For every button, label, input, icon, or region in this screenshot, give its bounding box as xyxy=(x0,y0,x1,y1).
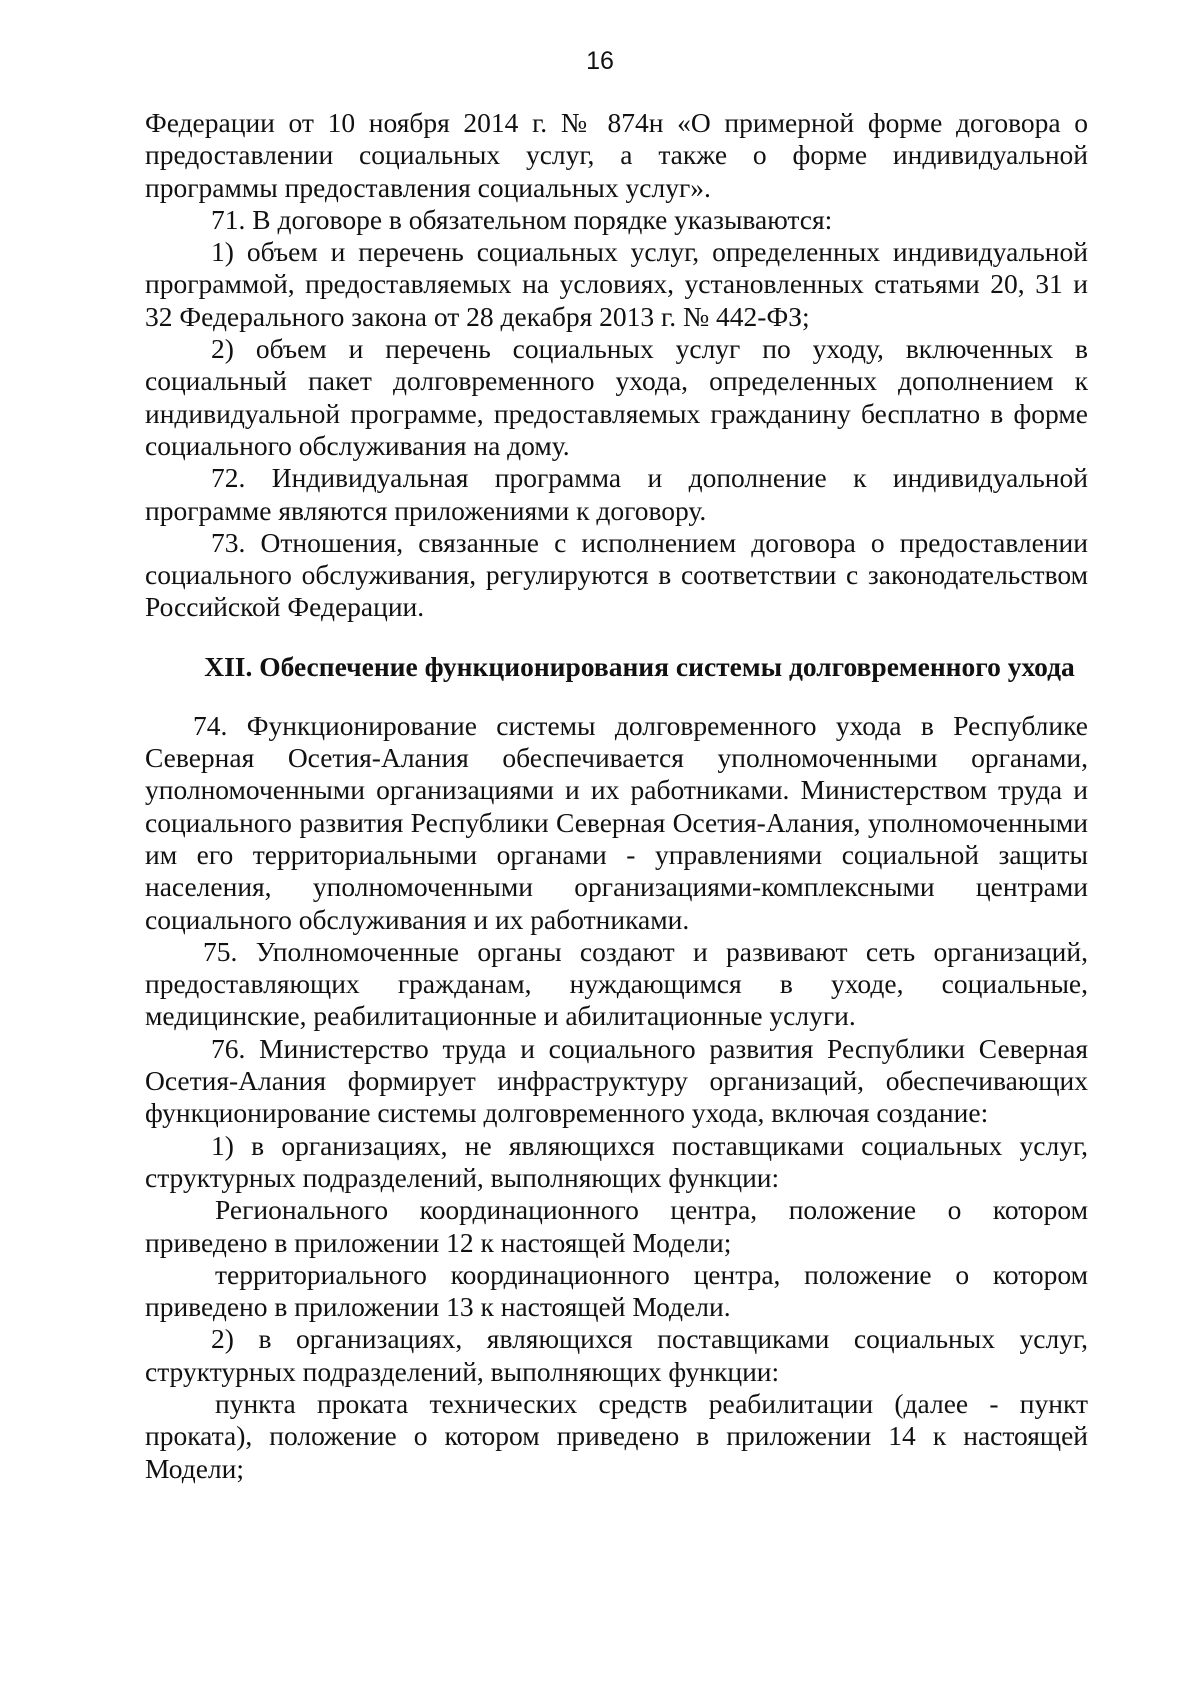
paragraph-continuation: Федерации от 10 ноября 2014 г. № 874н «О примерной форме договора о предоставлении социальных услуг, а также о форме индивидуальной программы предоставления социальных услуг». xyxy=(145,107,1088,203)
paragraph-75: 75. Уполномоченные органы создают и развивают сеть организаций, предоставляющих гражданам, нуждающимся в уходе, социальные, медицинские, реабилитационные и абилитационные услуги. xyxy=(145,935,1088,1032)
paragraph-73: 73. Отношения, связанные с исполнением договора о предоставлении социального обслуживания, регулируются в соответствии с законодательством Российской Федерации. xyxy=(145,526,1088,623)
section-heading: XII. Обеспечение функционирования системы долговременного ухода xyxy=(204,650,1075,682)
paragraph-76-item-1: 1) в организациях, не являющихся поставщиками социальных услуг, структурных подразделений, выполняющих функции: xyxy=(145,1129,1088,1193)
paragraph-71-item-2: 2) объем и перечень социальных услуг по уходу, включенных в социальный пакет долговременного ухода, определенных дополнением к индивидуальной программе, предоставляемых гражданину бесплатно в форме социального обслуживания на дому. xyxy=(145,333,1088,461)
paragraph-74: 74. Функционирование системы долговременного ухода в Республике Северная Осетия-Алания обеспечивается уполномоченными органами, уполномоченными организациями и их работниками. Министерством труда и социального развития Республики Северная Осетия-Алания, уполномоченными им его территориальными органами - управлениями социальной защиты населения, уполномоченными организациями-комплексными центрами социального обслуживания и их работниками. xyxy=(145,709,1088,935)
paragraph-71: 71. В договоре в обязательном порядке указываются: xyxy=(211,203,833,235)
paragraph-regional-center: Регионального координационного центра, положение о котором приведено в приложении 12 к настоящей Модели; xyxy=(145,1194,1088,1258)
paragraph-72: 72. Индивидуальная программа и дополнение к индивидуальной программе являются приложениями к договору. xyxy=(145,462,1088,526)
paragraph-76-item-2: 2) в организациях, являющихся поставщиками социальных услуг, структурных подразделений, выполняющих функции: xyxy=(145,1323,1088,1387)
paragraph-territorial-center: территориального координационного центра, положение о котором приведено в приложении 13 к настоящей Модели. xyxy=(145,1258,1088,1323)
paragraph-71-item-1: 1) объем и перечень социальных услуг, определенных индивидуальной программой, предоставляемых на условиях, установленных статьями 20, 31 и 32 Федерального закона от 28 декабря 2013 г. № 442-ФЗ; xyxy=(145,236,1088,332)
paragraph-rental-point: пункта проката технических средств реабилитации (далее - пункт проката), положение о котором приведено в приложении 14 к настоящей Модели; xyxy=(145,1387,1088,1484)
document-body xyxy=(145,107,1088,1485)
page-number: 16 xyxy=(586,47,614,75)
paragraph-76: 76. Министерство труда и социального развития Республики Северная Осетия-Алания формирует инфраструктуру организаций, обеспечивающих функционирование системы долговременного ухода, включая создание: xyxy=(145,1032,1088,1129)
